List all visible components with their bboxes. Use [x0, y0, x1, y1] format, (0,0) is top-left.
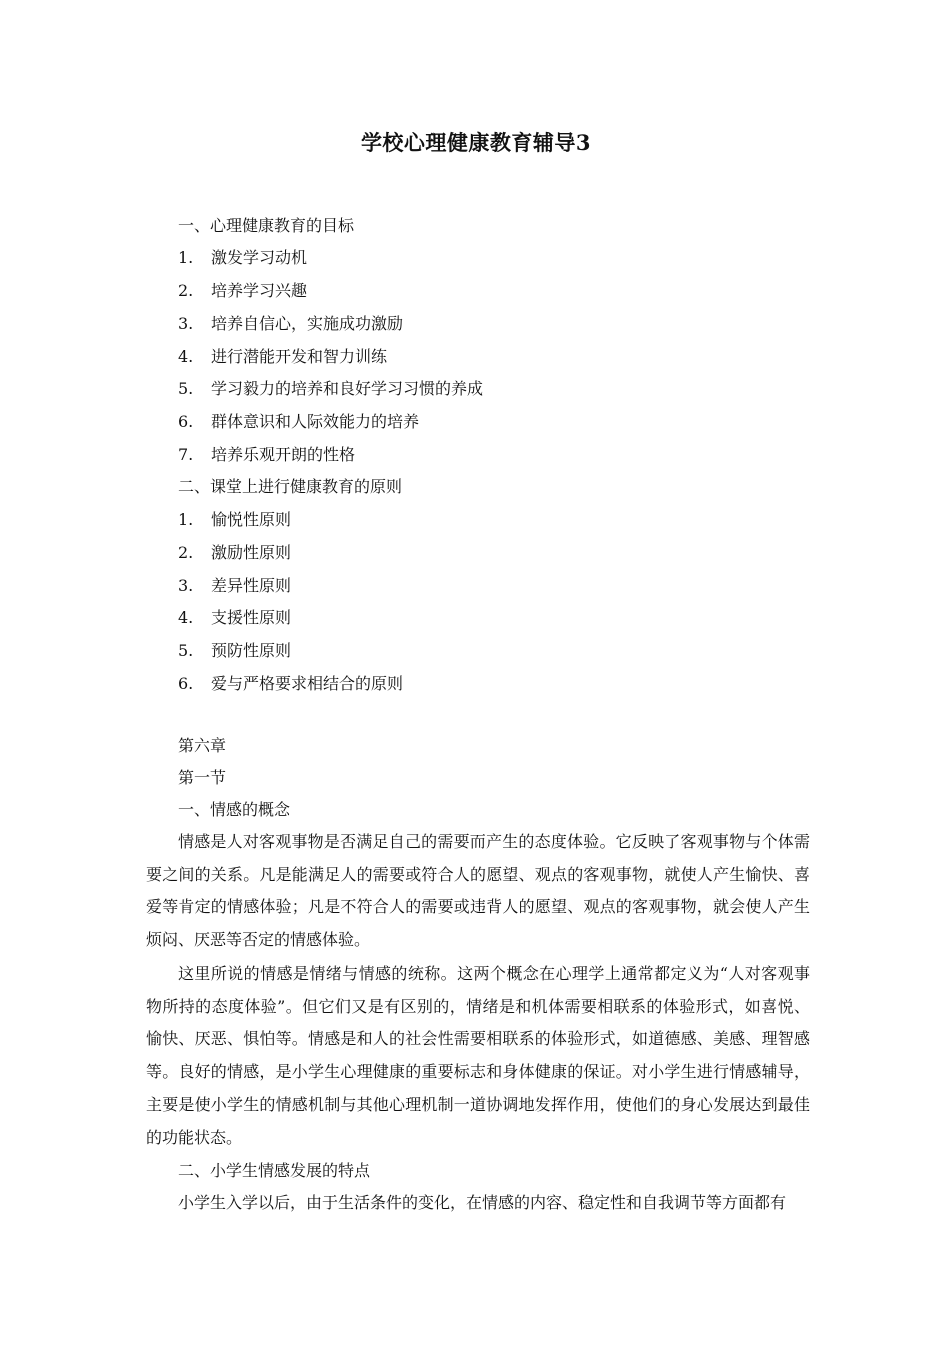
list-item-text: 培养学习兴趣: [211, 281, 308, 300]
list-item-text: 愉悦性原则: [211, 510, 292, 529]
list-item: [178, 445, 355, 465]
list-item: [178, 379, 483, 399]
section-label: 第一节: [178, 768, 227, 787]
chapter-heading: 第六章: [178, 736, 227, 755]
list-item-number: 4.: [178, 608, 194, 627]
list-item-text: 差异性原则: [211, 576, 292, 595]
list-item-number: 3.: [178, 314, 194, 333]
document-title: 学校心理健康教育辅导3: [360, 130, 592, 155]
list-item-number: 3.: [178, 576, 194, 595]
list-item-number: 5.: [178, 379, 194, 398]
list-item-text: 培养自信心，实施成功激励: [211, 314, 404, 333]
list-item-text: 进行潜能开发和智力训练: [211, 347, 388, 366]
list-item: [178, 347, 387, 367]
list-item: [178, 576, 291, 596]
list-item-text: 支援性原则: [211, 608, 292, 627]
list-item: [178, 248, 307, 268]
body-paragraph: 小学生入学以后，由于生活条件的变化，在情感的内容、稳定性和自我调节等方面都有: [178, 1193, 787, 1212]
list-item-number: 7.: [178, 445, 194, 464]
list-item-number: 6.: [178, 412, 194, 431]
list-item-number: 1.: [178, 248, 194, 267]
list-item-text: 爱与严格要求相结合的原则: [211, 674, 404, 693]
list-item: [178, 412, 419, 432]
list-item: [178, 510, 291, 530]
list-item-number: 2.: [178, 543, 194, 562]
list-item-number: 6.: [178, 674, 194, 693]
subsection-heading-emotion-development: 二、小学生情感发展的特点: [178, 1161, 371, 1180]
list-item: [178, 674, 403, 694]
list-item-text: 激励性原则: [211, 543, 292, 562]
list-item-number: 2.: [178, 281, 194, 300]
section-heading-principles: 二、课堂上进行健康教育的原则: [178, 477, 403, 496]
subsection-heading-emotion-concept: 一、情感的概念: [178, 800, 291, 819]
body-paragraph: 情感是人对客观事物是否满足自己的需要而产生的态度体验。它反映了客观事物与个体需要之间的关系。凡是能满足人的需要或符合人的愿望、观点的客观事物，就使人产生愉快、喜爱等肯定的情感体验；凡是不符合人的需要或违背人的愿望、观点的客观事物，就会使人产生烦闷、厌恶等否定的情感体验。: [146, 832, 810, 950]
list-item-number: 1.: [178, 510, 194, 529]
list-item: [178, 314, 403, 334]
list-item-text: 群体意识和人际效能力的培养: [211, 412, 420, 431]
list-item: [178, 543, 291, 563]
list-item-text: 学习毅力的培养和良好学习习惯的养成: [211, 379, 484, 398]
list-item: [178, 641, 291, 661]
list-item-text: 激发学习动机: [211, 248, 308, 267]
body-paragraph: 这里所说的情感是情绪与情感的统称。这两个概念在心理学上通常都定义为“人对客观事物所持的态度体验”。但它们又是有区别的，情绪是和机体需要相联系的体验形式，如喜悦、愉快、厌恶、惧怕等。情感是和人的社会性需要相联系的体验形式，如道德感、美感、理智感等。良好的情感，是小学生心理健康的重要标志和身体健康的保证。对小学生进行情感辅导，主要是使小学生的情感机制与其他心理机制一道协调地发挥作用，使他们的身心发展达到最佳的功能状态。: [146, 964, 810, 1147]
list-item-text: 预防性原则: [211, 641, 292, 660]
list-item-text: 培养乐观开朗的性格: [211, 445, 356, 464]
section-heading-goals: 一、心理健康教育的目标: [178, 216, 355, 235]
list-item: [178, 608, 291, 628]
list-item-number: 4.: [178, 347, 194, 366]
list-item-number: 5.: [178, 641, 194, 660]
list-item: [178, 281, 307, 301]
